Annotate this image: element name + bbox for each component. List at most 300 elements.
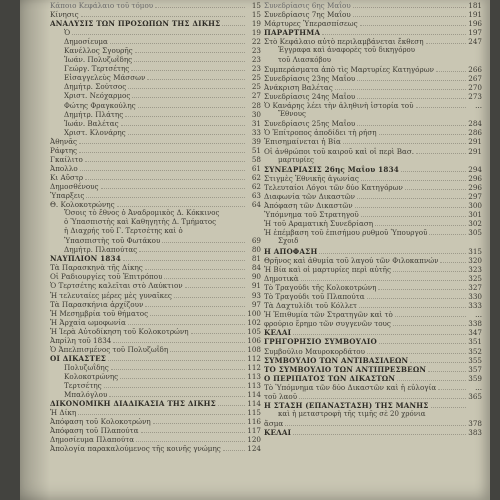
dot-leader — [170, 351, 245, 352]
toc-page-number: 116 — [247, 417, 261, 427]
toc-page-number: ... — [475, 310, 482, 320]
toc-page-number: 25 — [251, 82, 261, 92]
dot-leader — [150, 315, 245, 316]
toc-entry — [50, 173, 261, 182]
toc-entry-title: ΔΙΚΟΝΟΜΙΚΗ ΔΙΑΔΙΚΑΣΙΑ ΤΗΣ ΔΙΚΗΣ — [50, 399, 216, 409]
toc-entry — [264, 301, 482, 310]
toc-entry — [50, 390, 261, 399]
toc-page-number: 296 — [468, 182, 482, 192]
toc-entry-title: ΤΟ ΣΥΜΒΟΥΛΙΟ ΤΩΝ ΑΝΤΙΠΡΕΣΒΕΩΝ — [264, 364, 427, 374]
dot-leader — [125, 116, 245, 117]
toc-page-number: 64 — [251, 200, 261, 210]
dot-leader — [361, 180, 466, 181]
toc-entry — [50, 327, 261, 336]
toc-entry-title: Ὑπόμνημα τοῦ Στρατηγοῦ — [264, 210, 359, 220]
toc-entry — [50, 263, 261, 272]
toc-entry-title: Ἰωάν. Πολυζωΐδης — [64, 55, 133, 65]
toc-entry-title: Στὸ Κεφάλαιο αὐτὸ περιλαμβάνεται ἔκθεση — [264, 37, 424, 47]
toc-entry-title: Ἀπολλο — [50, 163, 78, 173]
toc-entry-title: Συνεδρίασις 23ης Μαΐου — [264, 73, 356, 83]
dot-leader — [155, 7, 245, 8]
toc-page-number: 330 — [468, 292, 482, 301]
dot-leader — [378, 289, 466, 290]
toc-entry-title: Ἀπρίλη τοῦ 1834 — [50, 335, 112, 345]
toc-entry — [50, 408, 261, 417]
dot-leader — [132, 97, 245, 98]
dot-leader — [139, 251, 245, 252]
toc-section-heading — [50, 399, 261, 408]
toc-entry — [264, 265, 482, 274]
dot-leader — [410, 362, 466, 363]
toc-entry-title: Τὰ Δαχτυλίδι τοῦ Κόλλετ — [264, 301, 357, 311]
toc-entry — [264, 37, 482, 46]
toc-page-number: 352 — [468, 346, 482, 356]
toc-entry-continuation: Σχοιδ — [278, 237, 299, 246]
toc-page-number: 117 — [247, 426, 261, 436]
toc-entry — [50, 46, 261, 55]
toc-entry-title: Συμπεράσματα ἀπὸ τὶς Μαρτυρίες Κατηγόρων — [264, 64, 434, 74]
dot-leader — [322, 34, 466, 35]
toc-entry — [50, 281, 261, 290]
toc-entry-title: Ἡ Δίκη — [50, 408, 77, 418]
toc-entry-title: Ὑπαρξεις — [50, 190, 85, 200]
toc-entry-title: ἄσμα — [264, 419, 284, 429]
toc-entry-title: Χριστ. Νεόχαρμος — [64, 91, 131, 101]
toc-entry-title: Μάρτυρες Ὑπερασπίσεως — [264, 19, 358, 29]
toc-page-number: 357 — [468, 364, 482, 374]
toc-entry — [264, 183, 482, 192]
toc-entry — [50, 336, 261, 345]
toc-page-number: 23 — [251, 46, 261, 56]
toc-entry — [50, 363, 261, 372]
toc-page-number: ... — [475, 382, 482, 392]
toc-entry — [50, 272, 261, 281]
toc-entry-title: Οἱ ἀνθρώποι τοῦ καιροῦ καὶ οἱ περὶ Βασ. — [264, 146, 415, 156]
toc-page-number: 93 — [251, 290, 261, 300]
dot-leader — [393, 325, 466, 326]
toc-entry-title: ΚΕΛΑΙ — [264, 428, 292, 438]
toc-entry-title: Ὁ Ἀπελπισμένος τοῦ Πολυζωΐδη — [50, 344, 169, 354]
dot-leader — [117, 206, 245, 207]
toc-entry — [50, 137, 261, 146]
toc-page-number: 270 — [468, 82, 482, 92]
dot-leader — [360, 25, 466, 26]
toc-entry — [50, 1, 261, 10]
dot-leader — [393, 271, 466, 272]
toc-entry — [50, 37, 261, 46]
toc-entry — [50, 64, 261, 73]
dot-leader — [319, 253, 466, 254]
dot-leader — [110, 43, 245, 44]
dot-leader — [191, 333, 245, 334]
toc-entry-title: Χριστ. Κλονάρης — [64, 127, 126, 137]
toc-entry-title: Τὸ Τραγούδι τοῦ Πλαπούτα — [264, 292, 365, 301]
toc-entry — [50, 309, 261, 318]
toc-page-number: 296 — [468, 173, 482, 183]
toc-section-heading — [264, 328, 482, 337]
dot-leader — [431, 407, 466, 408]
toc-entry — [50, 291, 261, 300]
toc-entry — [264, 347, 482, 356]
toc-entry-title: Δημήτρ. Σούτσος — [64, 82, 127, 92]
toc-entry-title: Γκαίλιτο — [50, 154, 83, 164]
dot-leader — [405, 189, 466, 190]
toc-entry — [50, 381, 261, 390]
toc-entry-title: Ὑπασπιστὴς τοῦ Φωτάκου — [64, 236, 161, 246]
toc-page-number: 58 — [251, 154, 261, 164]
toc-section-heading — [264, 165, 482, 174]
toc-entry-title: Εἰσαγγελεὺς Μάσσων — [64, 73, 146, 83]
dot-leader — [81, 16, 245, 17]
dot-leader — [128, 88, 245, 89]
toc-page-number: 84 — [251, 263, 261, 273]
toc-page-number: 338 — [468, 319, 482, 329]
dot-leader — [361, 216, 466, 217]
toc-entry — [50, 110, 261, 119]
dot-leader — [379, 134, 466, 135]
toc-entry-title: Τελευταίοι Λόγοι τῶν δύο Κατηγόρων — [264, 182, 403, 192]
toc-entry-title: Η ΑΠΟΦΑΣΗ — [264, 246, 318, 256]
toc-page-number: 315 — [468, 246, 482, 256]
toc-page-number: 305 — [468, 228, 482, 238]
dot-leader — [438, 389, 466, 390]
dot-leader — [72, 34, 245, 35]
toc-entry — [50, 426, 261, 435]
dot-leader — [86, 197, 245, 198]
toc-entry — [264, 292, 482, 301]
dot-leader — [113, 342, 245, 343]
toc-page-number: 181 — [468, 1, 482, 10]
toc-entry-title: Συμβούλιο Μαυροκορδάτου — [264, 346, 365, 356]
toc-entry-title: Κολοκοτρώνης — [64, 371, 119, 381]
toc-page-number: 365 — [468, 392, 482, 402]
dot-leader — [147, 79, 245, 80]
toc-entry — [50, 82, 261, 91]
toc-page-number: 347 — [468, 328, 482, 338]
toc-entry-title: Δημοσίευμα Πλαπούτα — [50, 435, 135, 445]
toc-page-number: 30 — [251, 109, 261, 119]
dot-leader — [78, 414, 245, 415]
toc-entry — [264, 228, 482, 237]
dot-leader — [85, 161, 245, 162]
toc-page-number: 294 — [468, 164, 482, 174]
dot-leader — [218, 405, 245, 406]
toc-entry — [50, 345, 261, 354]
dot-leader — [121, 125, 245, 126]
toc-entry-title: Οἱ Ραδιουργίες τοῦ Ἐπιτρόπου — [50, 272, 163, 282]
toc-entry-title: Ἐπισημαίνεται ἡ Βία — [264, 137, 341, 147]
toc-entry-title: Ἡ Ἐπιθυμία τῶν Στρατηγῶν καὶ τὸ — [264, 310, 393, 320]
toc-page-number: 80 — [251, 245, 261, 255]
dot-leader — [353, 7, 466, 8]
dot-leader — [145, 306, 245, 307]
toc-entry-title: Δημήτρ. Πλάτης — [64, 109, 124, 119]
toc-entry-title: Πολυζωΐδης — [64, 362, 109, 372]
dot-leader — [162, 242, 245, 243]
toc-entry-title: Η ΣΤΑΣΗ (ΕΠΑΝΑΣΤΑΣΗ) ΤΗΣ ΜΑΝΗΣ — [264, 401, 429, 411]
dot-leader — [79, 152, 245, 153]
toc-entry — [264, 219, 482, 228]
toc-entry — [264, 283, 482, 292]
toc-entry — [50, 417, 261, 426]
toc-entry-title: Ἡ Μεσημβρία τοῦ θήματος — [50, 308, 149, 318]
toc-entry-title: Συνεδρίασις 24ης Μαΐου — [264, 91, 356, 101]
toc-entry-title: Μπαλόγλου — [64, 390, 108, 400]
toc-page-number: 28 — [251, 100, 261, 110]
toc-entry-title: Κάποιο Κεφάλαιο τοῦ τόμου — [50, 1, 154, 10]
dot-leader — [108, 360, 245, 361]
toc-entry-title: ΓΡΗΓΟΡΗΣΙΟ ΣΥΜΒΟΥΛΙΟ — [264, 337, 377, 347]
toc-entry-title: φρούριο ἔρημο τῶν συγγενῶν τους — [264, 319, 391, 329]
toc-page-number: 266 — [468, 64, 482, 74]
toc-page-number: 15 — [251, 1, 261, 10]
toc-entry — [264, 274, 482, 283]
toc-page-number: 351 — [468, 337, 482, 347]
toc-page-number: 114 — [247, 390, 261, 400]
toc-page-number: 97 — [251, 299, 261, 309]
dot-leader — [138, 107, 245, 108]
dot-leader — [355, 207, 466, 208]
toc-entry — [264, 392, 482, 401]
toc-entry-title: Ἰωάν. Βαλέτας — [64, 118, 119, 128]
toc-section-heading — [264, 247, 482, 256]
toc-page-number: 23 — [251, 55, 261, 65]
dot-leader — [436, 71, 466, 72]
toc-page-number: 25 — [251, 73, 261, 83]
toc-page-number: 91 — [251, 281, 261, 291]
toc-page-number: 300 — [468, 201, 482, 211]
dot-leader — [141, 432, 245, 433]
toc-page-number: 297 — [468, 191, 482, 201]
toc-page-number: 273 — [468, 91, 482, 101]
toc-entry-title: Ὁ Κανάρης λέει τὴν ἀληθινὴ ἱστορία τοῦ — [264, 101, 414, 111]
toc-page-number: 378 — [468, 419, 482, 429]
toc-entry-title: Δημήτρ. Πλαπούτας — [64, 245, 138, 255]
toc-entry-title: Κίνησις — [50, 10, 79, 20]
toc-entry-title: Ο ΠΕΡΙΠΑΤΟΣ ΤΩΝ ΔΙΚΑΣΤΩΝ — [264, 373, 396, 383]
toc-page-number: 19 — [251, 28, 261, 38]
toc-page-number: 120 — [247, 435, 261, 445]
toc-entry-title: Θ. Κολοκοτρώνης — [50, 200, 115, 210]
toc-page-number: 108 — [247, 344, 261, 354]
toc-page-number: 23 — [251, 64, 261, 74]
dot-leader — [164, 278, 245, 279]
toc-entry — [264, 419, 482, 428]
toc-entry-continuation: Ἐγγραφα καὶ ἀναφορὲς τοῦ δικηγόρου — [278, 46, 416, 55]
toc-entry-title: ΣΥΝΕΔΡΙΑΣΙΣ 26ης Μαΐου 1834 — [264, 164, 399, 174]
toc-page-number: 247 — [468, 37, 482, 47]
dot-leader — [123, 260, 245, 261]
toc-section-heading — [264, 337, 482, 346]
toc-page-number: 62 — [251, 181, 261, 191]
toc-entry — [50, 182, 261, 191]
toc-entry — [50, 318, 261, 327]
toc-entry — [50, 245, 261, 254]
dot-leader — [357, 98, 466, 99]
toc-page-number: 106 — [247, 335, 261, 345]
toc-section-heading — [264, 356, 482, 365]
dot-leader — [428, 371, 466, 372]
toc-entry — [264, 128, 482, 137]
toc-page-number: 383 — [468, 428, 482, 438]
toc-page-number: 327 — [468, 282, 482, 292]
toc-page-number: 27 — [251, 91, 261, 101]
toc-page-number: 355 — [468, 355, 482, 365]
toc-page-number: 320 — [468, 255, 482, 265]
toc-entry-title: Δημοτικὰ — [264, 273, 299, 283]
toc-entry — [264, 92, 482, 101]
dot-leader — [395, 316, 466, 317]
toc-page-number: 333 — [468, 301, 482, 311]
toc-entry — [50, 146, 261, 155]
dot-leader — [440, 262, 466, 263]
toc-page-number: 33 — [251, 127, 261, 137]
dot-leader — [416, 153, 466, 154]
toc-entry-continuation: Ἔθνους — [278, 110, 306, 119]
dot-leader — [153, 423, 245, 424]
toc-entry-title: Ἡ τοῦ Αραματικὴ Συνεδρίαση — [264, 219, 374, 229]
toc-entry-title: ΚΕΛΑΙ — [264, 328, 292, 338]
toc-page-number: 22 — [251, 37, 261, 47]
toc-entry-continuation: ἡ Διαχρής τοῦ Γ. Τερτσέτης καὶ ὁ — [64, 227, 183, 236]
toc-entry-title: Ἀπόφαση τοῦ Πλαπούτα — [50, 426, 139, 436]
toc-page-number: 51 — [251, 145, 261, 155]
toc-page-number: 114 — [247, 399, 261, 409]
toc-entry — [264, 119, 482, 128]
toc-entry — [264, 74, 482, 83]
toc-entry-title: Ἡ Ἱερὰ Αὐτοδίκηση τοῦ Κολοκοτρώνη — [50, 326, 189, 336]
toc-page-number: 113 — [247, 371, 261, 381]
toc-entry — [264, 19, 482, 28]
toc-page-number: 62 — [251, 172, 261, 182]
toc-entry-title: Τὸ Ὑπόμνημα τῶν δύο Δικαστῶν καὶ ἡ εὐλογία — [264, 382, 437, 392]
toc-entry-title: Στιγμὲς Ἐθνικῆς ἀγωνίας — [264, 173, 359, 183]
dot-leader — [111, 369, 245, 370]
toc-entry-title: Κανέλλος Σγουρῆς — [64, 46, 133, 56]
dot-leader — [222, 25, 245, 26]
book-page — [20, 0, 490, 500]
toc-page-number: 63 — [251, 190, 261, 200]
dot-leader — [134, 61, 245, 62]
toc-entry — [50, 444, 261, 453]
toc-entry — [50, 200, 261, 209]
dot-leader — [416, 107, 467, 108]
toc-page-number: 100 — [247, 308, 261, 318]
toc-entry — [50, 73, 261, 82]
dot-leader — [128, 134, 245, 135]
toc-entry-title: Ράφτης — [50, 145, 78, 155]
toc-entry-title: Τὰ Παρασκήνια ἀρχίζουν — [50, 299, 144, 309]
toc-entry-title: Ἀθηνᾶς — [50, 136, 78, 146]
toc-section-heading — [50, 354, 261, 363]
dot-leader — [426, 43, 466, 44]
toc-entry — [50, 372, 261, 381]
toc-page-number: 286 — [468, 128, 482, 138]
toc-entry-title: Ὁ Τερτσέτης καλεῖται στὸ Λαύκτιον — [50, 281, 183, 291]
dot-leader — [353, 16, 466, 17]
toc-page-number: 15 — [251, 10, 261, 20]
toc-entry-title: ΣΥΜΒΟΥΛΙΟ ΤΩΝ ΑΝΤΙΒΑΣΙΛΕΩΝ — [264, 355, 409, 365]
toc-page-number: 301 — [468, 210, 482, 220]
toc-entry-title: Τὸ Τραγούδι τῆς Κολοκοτρώνη — [264, 282, 377, 292]
toc-entry-title: Γεώργ. Τερτσέτης — [64, 64, 130, 74]
toc-section-heading — [264, 401, 482, 410]
toc-page-number: 196 — [468, 19, 482, 29]
toc-entry-title: ΠΑΡΑΡΤΗΜΑ — [264, 28, 321, 38]
toc-entry — [50, 10, 261, 19]
dot-leader — [145, 269, 245, 270]
toc-page-number: 61 — [251, 163, 261, 173]
toc-entry-title: Ἡ ἐπέμβαση τοῦ ἐπισήμου ρυθμοῦ Ὑπουργοῦ — [264, 228, 428, 238]
toc-page-number: 284 — [468, 119, 482, 129]
dot-leader — [367, 298, 466, 299]
dot-leader — [120, 378, 245, 379]
dot-leader — [357, 125, 466, 126]
toc-entry — [50, 191, 261, 200]
toc-entry-title: Δημοσθένους — [50, 181, 99, 191]
dot-leader — [293, 434, 466, 435]
dot-leader — [285, 425, 466, 426]
toc-entry-title: Τερτσέτης — [64, 380, 102, 390]
dot-leader — [109, 396, 245, 397]
toc-entry-title: Ἡ Ἀρχαία ωμοφωνία — [50, 317, 126, 327]
toc-entry — [264, 210, 482, 219]
toc-section-heading — [264, 428, 482, 437]
dot-leader — [375, 225, 466, 226]
dot-leader — [79, 143, 245, 144]
toc-entry — [264, 256, 482, 265]
toc-page-number: 267 — [468, 73, 482, 83]
toc-page-number: 105 — [247, 326, 261, 336]
toc-entry-title: Συνεδρίασις 6ης Μαΐου — [264, 1, 351, 10]
dot-leader — [367, 353, 466, 354]
dot-leader — [223, 450, 245, 451]
dot-leader — [80, 170, 245, 171]
toc-entry-title: Ἀνάκριση Βαλέτας — [264, 82, 333, 92]
toc-page-number: 191 — [468, 10, 482, 20]
toc-entry-continuation: καὶ ἡ μεταστροφὴ τῆς τιμῆς σὲ 20 χρόνια — [278, 410, 426, 419]
toc-entry-title: Κι Αὔστρ — [50, 172, 84, 182]
toc-entry-title: Ἀπολογία παρακαλούμενος τῆς κοινῆς γνώμης — [50, 444, 221, 454]
toc-entry-title: Τὰ Παρασκηνὰ τῆς Δίκης — [50, 263, 143, 273]
page-gutter-shadow — [20, 0, 50, 500]
dot-leader — [293, 334, 466, 335]
dot-leader — [335, 89, 466, 90]
dot-leader — [101, 188, 245, 189]
dot-leader — [357, 198, 466, 199]
dot-leader — [174, 297, 245, 298]
toc-page-number: 197 — [468, 28, 482, 38]
toc-entry-title: Φώτης Φραγκούλης — [64, 100, 136, 110]
toc-entry — [50, 119, 261, 128]
toc-entry-continuation: Ὅσοις τὸ ἔθνος ὁ Ἀναδρομικὸς Δ. Κόκκινος — [64, 209, 220, 218]
toc-entry — [264, 137, 482, 146]
toc-page-number: 31 — [251, 118, 261, 128]
dot-leader — [131, 70, 245, 71]
toc-entry — [264, 1, 482, 10]
toc-entry — [50, 101, 261, 110]
dot-leader — [104, 387, 245, 388]
dot-leader — [397, 380, 466, 381]
toc-page-number: 69 — [251, 236, 261, 246]
toc-page-number: 291 — [468, 146, 482, 156]
toc-entry — [264, 174, 482, 183]
dot-leader — [85, 179, 245, 180]
toc-entry-title: τοῦ λαοῦ — [264, 392, 298, 402]
toc-entry — [50, 164, 261, 173]
toc-page-number: 302 — [468, 219, 482, 229]
toc-page-number: 102 — [247, 317, 261, 327]
